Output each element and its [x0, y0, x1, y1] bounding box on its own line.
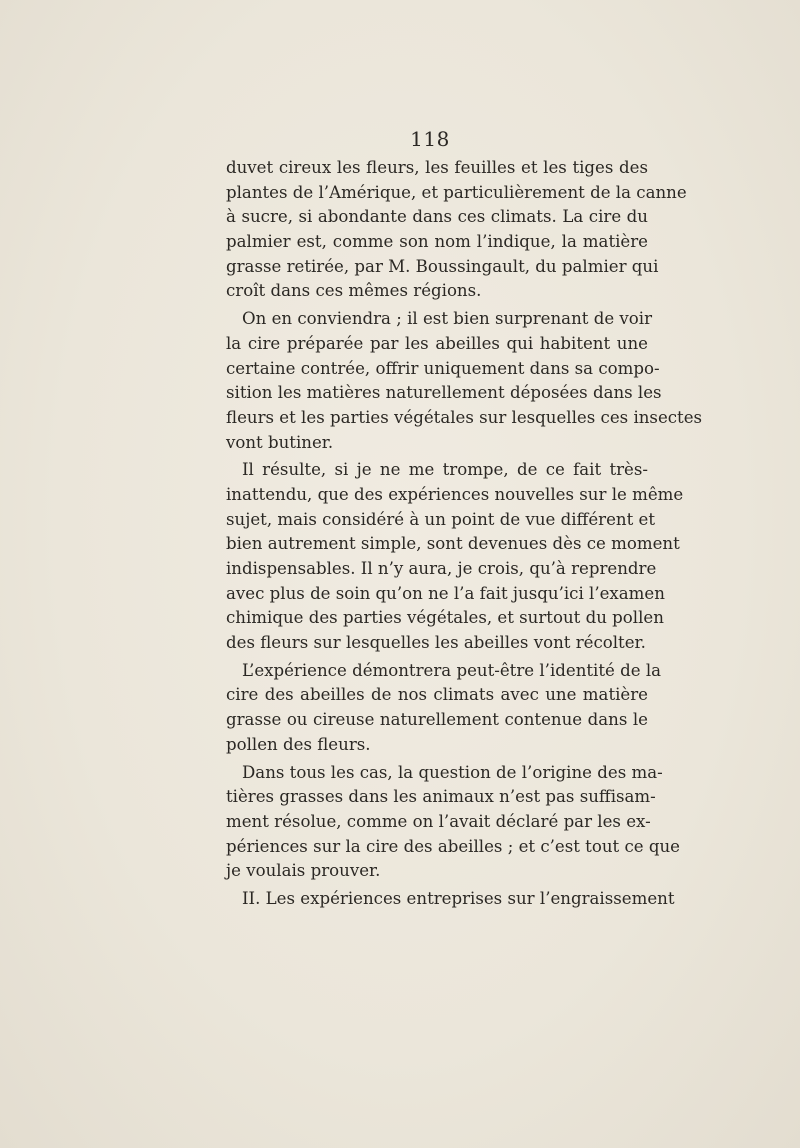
text-line: je voulais prouver.	[226, 861, 381, 881]
text-line: palmier est, comme son nom l’indique, la matière	[226, 232, 648, 252]
text-line: grasse ou cireuse naturellement contenue dans le	[226, 710, 648, 730]
text-line: ment résolue, comme on l’avait déclaré par les ex-	[226, 811, 651, 831]
paragraph	[226, 887, 675, 912]
text-line: bien autrement simple, sont devenues dès ce moment	[226, 534, 680, 554]
text-line: On en conviendra ; il est bien surprenant de voir	[242, 309, 653, 329]
text-line: grasse retirée, par M. Boussingault, du palmier qui	[226, 256, 659, 276]
paragraph	[226, 307, 703, 455]
text-line: des fleurs sur lesquelles les abeilles vont récolter.	[226, 633, 646, 653]
page-number: 118	[410, 127, 450, 151]
text-line: périences sur la cire des abeilles ; et c’est tout ce que	[226, 836, 680, 856]
text-line: la cire préparée par les abeilles qui habitent une	[226, 333, 648, 353]
text-line: fleurs et les parties végétales sur lesquelles ces insectes	[226, 407, 703, 427]
text-line: chimique des parties végétales, et surtout du pollen	[226, 608, 664, 628]
paragraph	[226, 659, 662, 758]
text-line: Dans tous les cas, la question de l’origine des ma-	[242, 762, 663, 782]
text-line: vont butiner.	[226, 432, 334, 452]
text-line: duvet cireux les fleurs, les feuilles et les tiges des	[226, 158, 648, 177]
paragraph	[226, 761, 680, 884]
paragraph	[226, 458, 684, 656]
text-line: croît dans ces mêmes régions.	[226, 281, 482, 301]
text-line: Il résulte, si je ne me trompe, de ce fait très-	[242, 460, 648, 480]
text-line: indispensables. Il n’y aura, je crois, qu’à reprendre	[226, 559, 657, 578]
text-line: pollen des fleurs.	[226, 734, 371, 754]
paragraph	[226, 156, 687, 304]
text-line: plantes de l’Amérique, et particulièrement de la canne	[226, 182, 687, 202]
text-line: inattendu, que des expériences nouvelles sur le même	[226, 484, 684, 504]
text-line: sujet, mais considéré à un point de vue différent et	[226, 509, 656, 529]
text-line: tières grasses dans les animaux n’est pas suffisam-	[226, 787, 656, 807]
text-line: certaine contrée, offrir uniquement dans sa compo-	[226, 358, 660, 378]
text-line: avec plus de soin qu’on ne l’a fait jusqu’ici l’examen	[226, 583, 665, 603]
page-body-text	[226, 156, 703, 912]
text-line: cire des abeilles de nos climats avec une matière	[226, 685, 648, 705]
text-line: II. Les expériences entreprises sur l’engraissement	[242, 888, 675, 908]
text-line: sition les matières naturellement déposées dans les	[226, 383, 662, 403]
text-line: à sucre, si abondante dans ces climats. La cire du	[226, 207, 648, 227]
text-line: L’expérience démontrera peut-être l’identité de la	[242, 660, 662, 680]
